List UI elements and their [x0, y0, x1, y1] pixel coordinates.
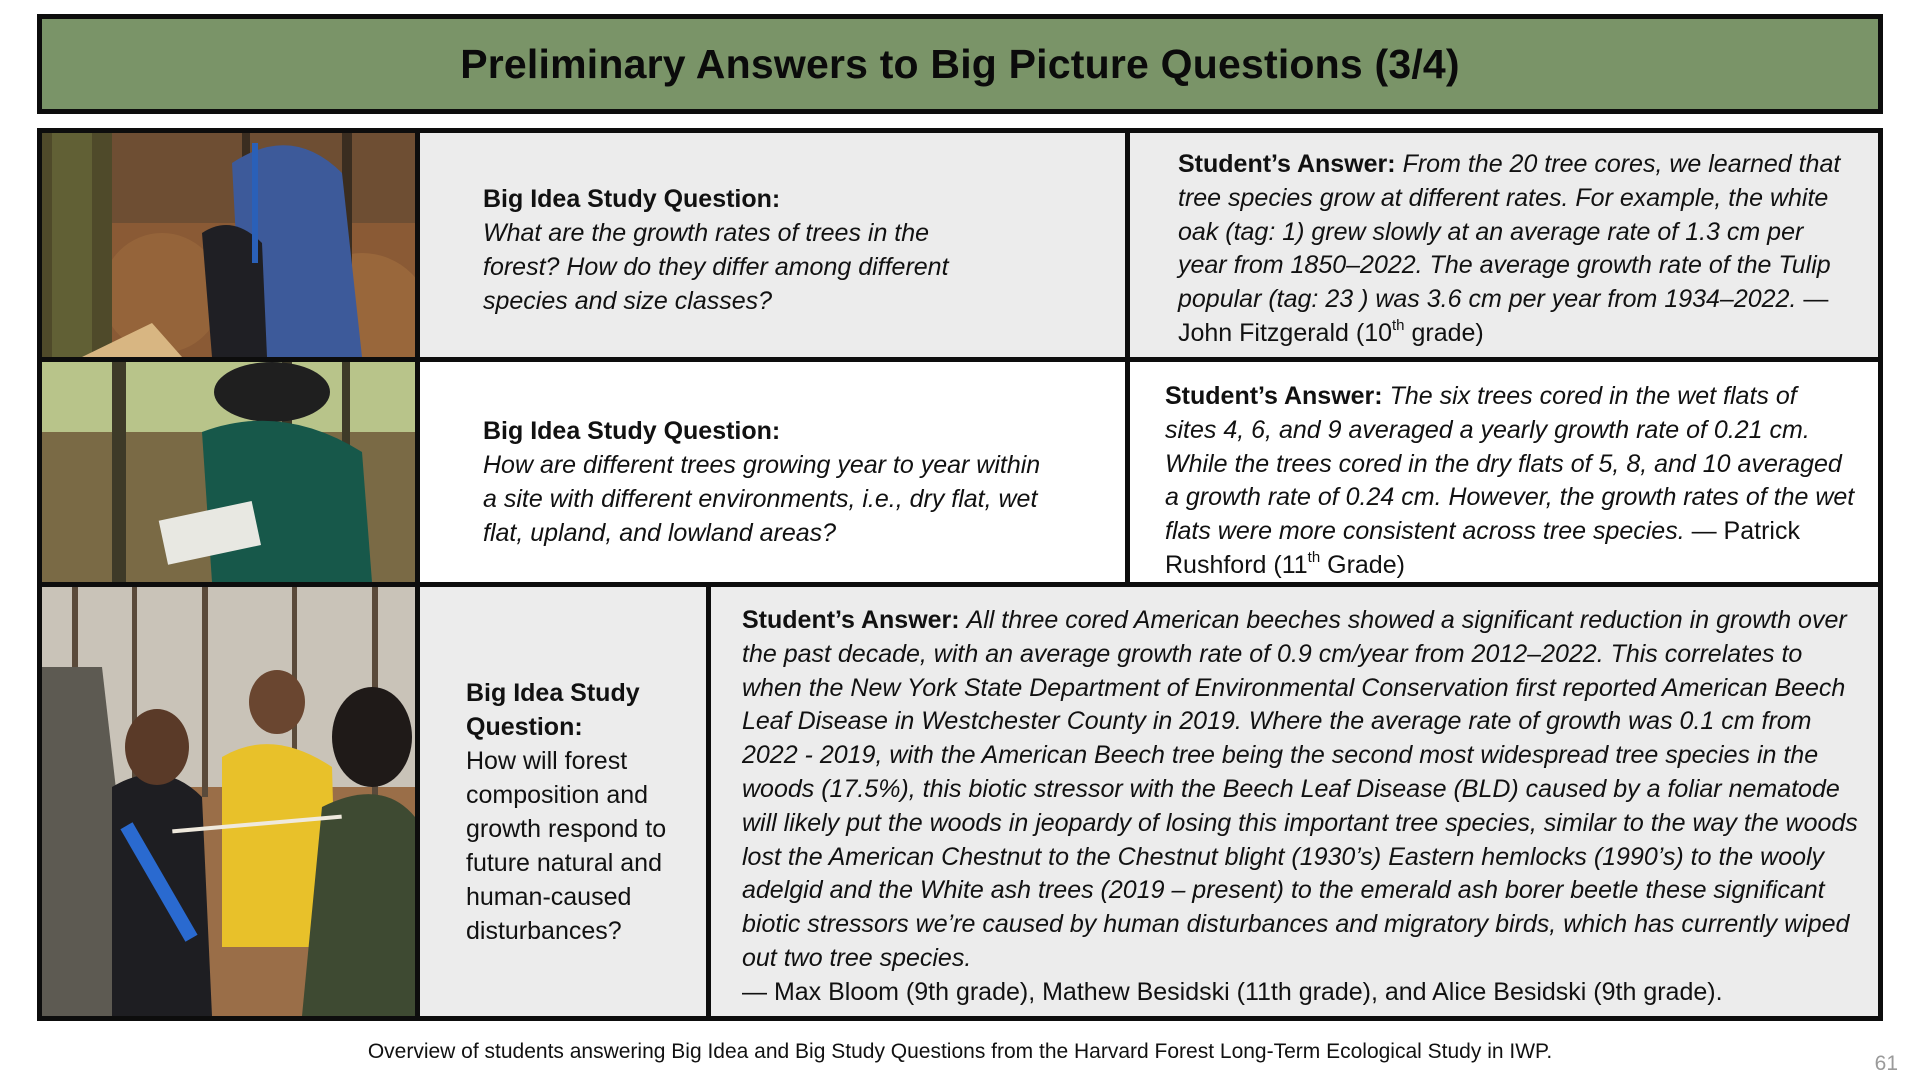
question-text: What are the growth rates of trees in the forest? How do they differ among different species and size classes?	[483, 219, 949, 315]
photo-students-measuring-core	[42, 587, 415, 1016]
slide-title: Preliminary Answers to Big Picture Questions (3/4)	[460, 40, 1460, 87]
row2-answer	[1165, 380, 1855, 583]
slide-caption: Overview of students answering Big Idea and Big Study Questions from the Harvard Forest Long-Term Ecological Study in IWP.	[367, 1040, 1553, 1063]
slide-title-bar	[37, 14, 1883, 114]
question-text: How will forest composition and growth respond to future natural and human-caused disturbances?	[466, 747, 667, 945]
row3-question	[466, 676, 706, 948]
row2-question	[483, 414, 1043, 550]
answer-signature: — John Fitzgerald (10th grade)	[1178, 285, 1829, 347]
row3-answer	[742, 604, 1860, 1010]
row1-answer	[1178, 148, 1848, 351]
row1-question	[483, 182, 1003, 318]
photo-students-coring-tree	[42, 133, 415, 357]
answer-text: From the 20 tree cores, we learned that tree species grow at different rates. For example, the white oak (tag: 1) grew slowly at an average rate of 1.3 cm per year from 1850–2022. The average growth rate of the Tulip popular (tag: 23 ) was 3.6 cm per year from 1934–2022.	[1178, 150, 1841, 314]
question-label: Big Idea Study Question:	[483, 417, 781, 445]
answer-text: The six trees cored in the wet flats of sites 4, 6, and 9 averaged a yearly growth rate of 0.21 cm. While the trees cored in the dry flats of 5, 8, and 10 averaged a growth rate of 0.24 cm. However, the growth rates of the wet flats were more consistent across tree species.	[1165, 382, 1855, 546]
question-text: How are different trees growing year to year within a site with different environments, i.e., dry flat, wet flat, upland, and lowland areas?	[483, 451, 1041, 547]
page-number: 61	[1874, 1052, 1898, 1075]
answer-text: All three cored American beeches showed a significant reduction in growth over the past decade, with an average growth rate of 0.9 cm/year from 2012–2022. This correlates to when the New York State Department of Environmental Conservation first reported American Beech Leaf Disease in Westchester County in 2019. Where the average rate of growth was 0.1 cm from 2022 - 2019, with the American Beech tree being the second most widespread tree species in the woods (17.5%), this biotic stressor with the Beech Leaf Disease (BLD) caused by a foliar nematode will likely put the woods in jeopardy of losing this important tree species, similar to the way the woods lost the American Chestnut to the Chestnut blight (1930’s) Eastern hemlocks (1990’s) to the wooly adelgid and the White ash trees (2019 – present) to the emerald ash borer beetle these significant biotic stressors we’re caused by human disturbances and migratory birds, which has currently wiped out two tree species.	[742, 606, 1858, 972]
answer-label: Student’s Answer:	[1178, 150, 1396, 178]
answer-label: Student’s Answer:	[1165, 382, 1383, 410]
photo-student-taking-notes	[42, 362, 415, 582]
answer-signature: — Patrick Rushford (11th Grade)	[1165, 517, 1800, 579]
answer-signature: — Max Bloom (9th grade), Mathew Besidski (11th grade), and Alice Besidski (9th grade).	[742, 977, 1723, 1006]
question-label: Big Idea Study Question:	[483, 185, 781, 213]
question-label: Big Idea Study Question:	[466, 679, 640, 741]
answer-label: Student’s Answer:	[742, 606, 960, 634]
